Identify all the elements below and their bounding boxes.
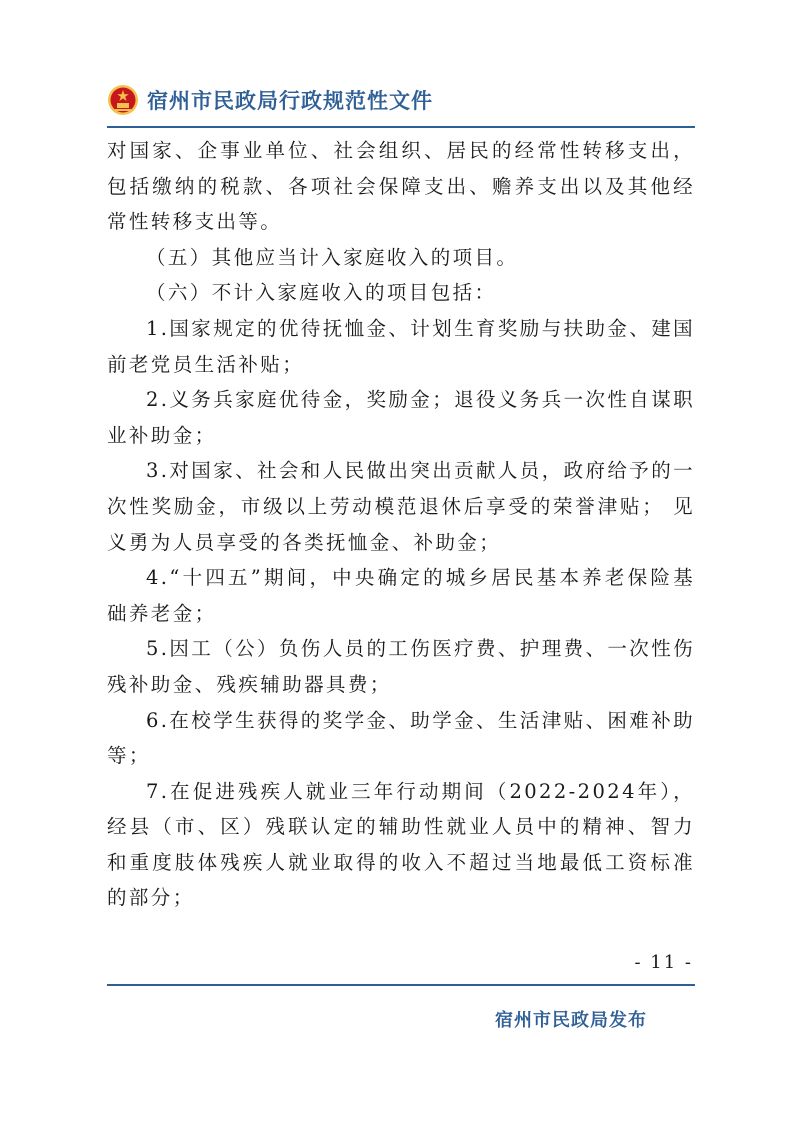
paragraph: （六）不计入家庭收入的项目包括： [146, 281, 497, 305]
page-number: - 11 - [634, 952, 693, 973]
paragraph: 7.在促进残疾人就业三年行动期间（2022-2024年），经县（市、区）残联认定的辅助性就业人员中的精神、智力和重度肢体残疾人就业取得的收入不超过当地最低工资标准的部分； [107, 779, 695, 910]
header-title: 宿州市民政局行政规范性文件 [147, 89, 433, 113]
paragraph: 1.国家规定的优待抚恤金、计划生育奖励与扶助金、建国前老党员生活补贴； [107, 316, 696, 376]
paragraph: （五）其他应当计入家庭收入的项目。 [146, 245, 519, 269]
footer-publisher: 宿州市民政局发布 [495, 1010, 647, 1031]
paragraph: 6.在校学生获得的奖学金、助学金、生活津贴、困难补助等； [107, 708, 696, 768]
header-divider [107, 126, 695, 128]
paragraph: 4.“十四五”期间，中央确定的城乡居民基本养老保险基础养老金； [107, 566, 695, 625]
paragraph: 2.义务兵家庭优待金，奖励金；退役义务兵一次性自谋职业补助金； [107, 388, 696, 447]
document-header [107, 80, 433, 120]
paragraph: 5.因工（公）负伤人员的工伤医疗费、护理费、一次性伤残补助金、残疾辅助器具费； [107, 637, 696, 696]
footer-divider [107, 984, 695, 986]
paragraph: 对国家、企事业单位、社会组织、居民的经常性转移支出，包括缴纳的税款、各项社会保障支出、赡养支出以及其他经常性转移支出等。 [107, 139, 695, 234]
national-emblem-icon [107, 84, 139, 116]
document-body [107, 133, 695, 916]
paragraph: 3.对国家、社会和人民做出突出贡献人员，政府给予的一次性奖励金，市级以上劳动模范退休后享受的荣誉津贴； 见义勇为人员享受的各类抚恤金、补助金； [107, 459, 696, 554]
